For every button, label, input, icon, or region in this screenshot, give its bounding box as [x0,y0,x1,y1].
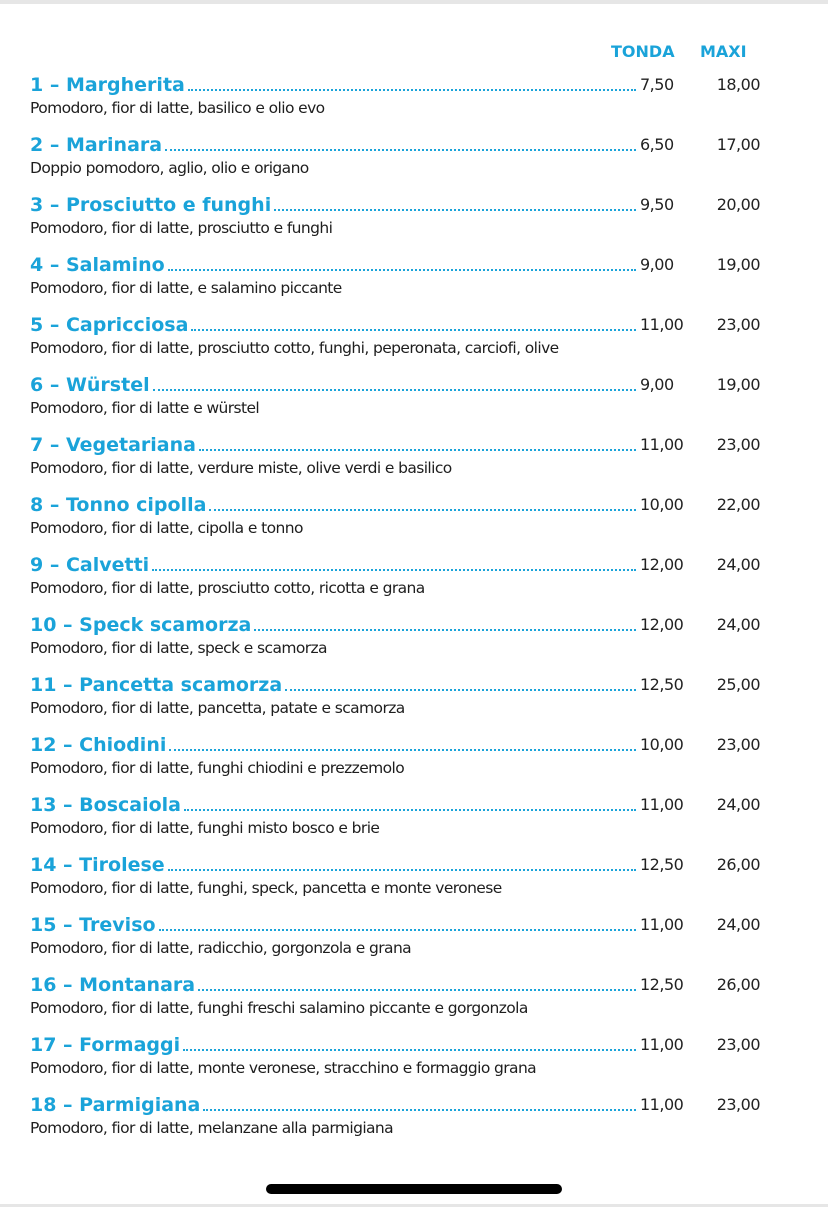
menu-item [30,312,760,358]
pizza-ingredients: Pomodoro, fior di latte, speck e scamorza [30,639,327,657]
menu-item [30,672,760,718]
menu-item [30,972,760,1018]
menu-item [30,852,760,898]
pizza-name: 6 – Würstel [30,374,150,396]
price-maxi: 25,00 [716,675,760,694]
price-tonda: 10,00 [640,495,684,514]
menu-item [30,132,760,178]
menu-item [30,72,760,118]
pizza-name: 5 – Capricciosa [30,314,189,336]
pizza-name: 4 – Salamino [30,254,165,276]
price-tonda: 9,00 [640,255,674,274]
menu-item-row [30,72,760,98]
pizza-ingredients: Pomodoro, fior di latte, radicchio, gorgonzola e grana [30,939,412,957]
pizza-ingredients: Pomodoro, fior di latte, pancetta, patate e scamorza [30,699,405,717]
menu-item [30,492,760,538]
price-tonda: 11,00 [640,315,684,334]
pizza-name: 13 – Boscaiola [30,794,181,816]
menu-item [30,252,760,298]
price-maxi: 18,00 [716,75,760,94]
menu-item-row [30,552,760,578]
pizza-ingredients: Pomodoro, fior di latte, e salamino piccante [30,279,342,297]
menu-item-row [30,132,760,158]
menu-item-row [30,372,760,398]
price-tonda: 7,50 [640,75,674,94]
dotted-leader [191,329,636,331]
price-tonda: 12,00 [640,555,684,574]
price-maxi: 23,00 [716,1035,760,1054]
price-tonda: 6,50 [640,135,674,154]
price-tonda: 12,00 [640,615,684,634]
price-maxi: 23,00 [716,435,760,454]
dotted-leader [198,989,636,991]
price-tonda: 11,00 [640,915,684,934]
menu-item [30,192,760,238]
pizza-name: 3 – Prosciutto e funghi [30,194,272,216]
pizza-ingredients: Pomodoro, fior di latte, prosciutto cotto, funghi, peperonata, carciofi, olive [30,339,559,357]
dotted-leader [152,569,636,571]
dotted-leader [168,269,636,271]
menu-item-row [30,672,760,698]
pizza-name: 15 – Treviso [30,914,156,936]
price-tonda: 11,00 [640,435,684,454]
price-maxi: 19,00 [716,375,760,394]
maxi-header: MAXI [700,42,747,61]
price-maxi: 26,00 [716,975,760,994]
dotted-leader [159,929,636,931]
menu-item [30,792,760,838]
pizza-name: 8 – Tonno cipolla [30,494,207,516]
price-column-headers [0,42,828,64]
price-tonda: 10,00 [640,735,684,754]
menu-item [30,1032,760,1078]
price-maxi: 23,00 [716,1095,760,1114]
dotted-leader [188,89,636,91]
price-tonda: 12,50 [640,855,684,874]
price-maxi: 26,00 [716,855,760,874]
pizza-ingredients: Pomodoro, fior di latte, cipolla e tonno [30,519,303,537]
price-maxi: 22,00 [716,495,760,514]
pizza-ingredients: Pomodoro, fior di latte, funghi chiodini e prezzemolo [30,759,405,777]
pizza-ingredients: Pomodoro, fior di latte e würstel [30,399,260,417]
dotted-leader [203,1109,636,1111]
dotted-leader [274,209,636,211]
price-tonda: 11,00 [640,1095,684,1114]
menu-item-row [30,792,760,818]
pizza-name: 9 – Calvetti [30,554,150,576]
menu-item-row [30,732,760,758]
menu-item-row [30,852,760,878]
price-maxi: 19,00 [716,255,760,274]
price-maxi: 24,00 [716,615,760,634]
pizza-ingredients: Pomodoro, fior di latte, prosciutto cotto, ricotta e grana [30,579,425,597]
price-maxi: 17,00 [716,135,760,154]
price-tonda: 12,50 [640,975,684,994]
price-tonda: 9,00 [640,375,674,394]
pizza-name: 10 – Speck scamorza [30,614,252,636]
price-maxi: 23,00 [716,315,760,334]
dotted-leader [169,749,636,751]
price-maxi: 24,00 [716,795,760,814]
pizza-name: 17 – Formaggi [30,1034,181,1056]
price-maxi: 20,00 [716,195,760,214]
menu-item-row [30,492,760,518]
tonda-header: TONDA [611,42,675,61]
menu-item-row [30,312,760,338]
pizza-ingredients: Pomodoro, fior di latte, funghi, speck, pancetta e monte veronese [30,879,502,897]
menu-item-row [30,252,760,278]
pizza-name: 14 – Tirolese [30,854,165,876]
pizza-ingredients: Doppio pomodoro, aglio, olio e origano [30,159,309,177]
price-maxi: 24,00 [716,915,760,934]
menu-item [30,732,760,778]
dotted-leader [209,509,636,511]
dotted-leader [153,389,636,391]
menu-item [30,612,760,658]
pizza-ingredients: Pomodoro, fior di latte, melanzane alla parmigiana [30,1119,394,1137]
dotted-leader [184,809,636,811]
menu-item-row [30,1032,760,1058]
dotted-leader [168,869,636,871]
menu-item-row [30,192,760,218]
dotted-leader [254,629,636,631]
pizza-ingredients: Pomodoro, fior di latte, monte veronese, stracchino e formaggio grana [30,1059,537,1077]
home-indicator[interactable] [266,1184,562,1194]
dotted-leader [285,689,636,691]
price-tonda: 9,50 [640,195,674,214]
pizza-ingredients: Pomodoro, fior di latte, basilico e olio evo [30,99,325,117]
pizza-ingredients: Pomodoro, fior di latte, funghi misto bosco e brie [30,819,380,837]
menu-item [30,432,760,478]
menu-item-row [30,972,760,998]
menu-item [30,1092,760,1138]
pizza-name: 16 – Montanara [30,974,196,996]
dotted-leader [165,149,636,151]
price-maxi: 24,00 [716,555,760,574]
pizza-name: 11 – Pancetta scamorza [30,674,283,696]
pizza-name: 7 – Vegetariana [30,434,196,456]
pizza-name: 1 – Margherita [30,74,185,96]
menu-item [30,912,760,958]
menu-item [30,552,760,598]
menu-item-row [30,1092,760,1118]
menu-item-row [30,612,760,638]
price-tonda: 12,50 [640,675,684,694]
pizza-name: 2 – Marinara [30,134,163,156]
menu-item [30,372,760,418]
pizza-ingredients: Pomodoro, fior di latte, verdure miste, olive verdi e basilico [30,459,452,477]
pizza-name: 12 – Chiodini [30,734,167,756]
pizza-name: 18 – Parmigiana [30,1094,201,1116]
dotted-leader [183,1049,636,1051]
pizza-ingredients: Pomodoro, fior di latte, prosciutto e funghi [30,219,333,237]
price-maxi: 23,00 [716,735,760,754]
price-tonda: 11,00 [640,1035,684,1054]
dotted-leader [199,449,636,451]
menu-item-row [30,432,760,458]
menu-item-row [30,912,760,938]
pizza-ingredients: Pomodoro, fior di latte, funghi freschi salamino piccante e gorgonzola [30,999,528,1017]
price-tonda: 11,00 [640,795,684,814]
